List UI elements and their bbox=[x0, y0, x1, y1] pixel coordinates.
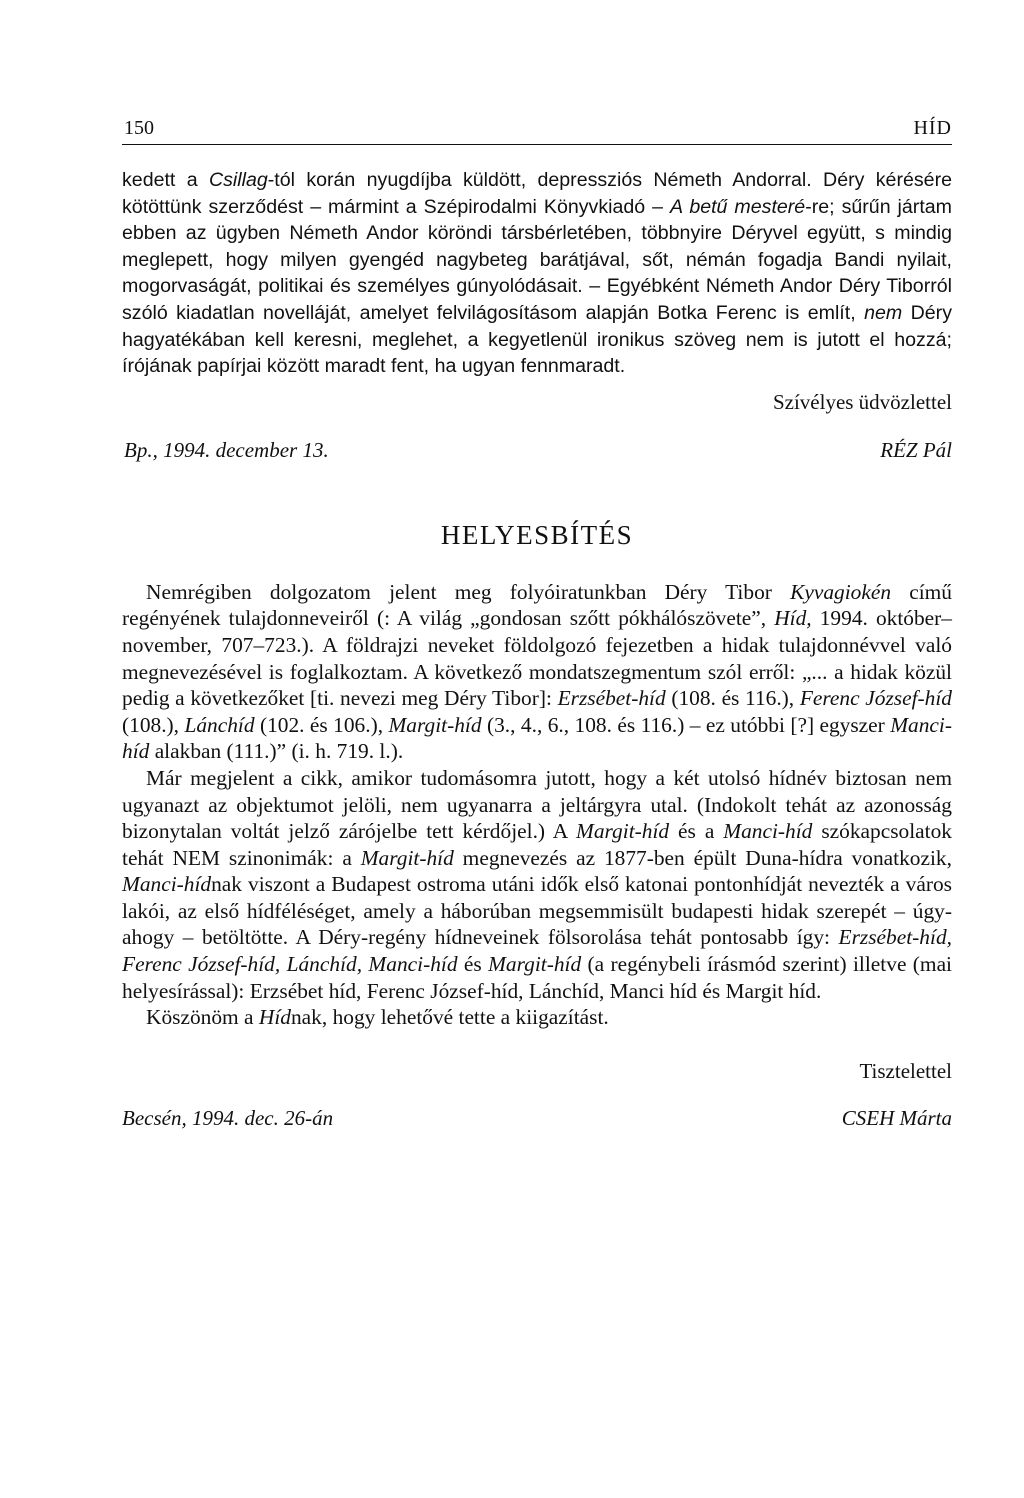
correction-paragraph-2: Már megjelent a cikk, amikor tudomásomra jutott, hogy a két utolsó hídnév biztosan nem ugyanazt az objektumot jelöli, nem ugyanarra a jeltárgyra utal. (Indokolt tehát az azonosság bizonytalan voltát jelző zárójelbe tett kérdőjel.) A Margit-híd és a Manci-híd szókapcsolatok tehát NEM szinonimák: a Margit-híd megnevezés az 1877-ben épült Duna-hídra vonatkozik, Manci-hídnak viszont a Budapest ostroma utáni idők első katonai pontonhídját nevezték a város lakói, az első hídféléséget, amely a háborúban megsemmisült budapesti hidak szerepét – úgy-ahogy – betöltötte. A Déry-regény hídneveinek fölsorolása tehát pontosabb így: Erzsébet-híd, Ferenc József-híd, Lánchíd, Manci-híd és Margit-híd (a regénybeli írásmód szerint) illetve (mai helyesírással): Erzsébet híd, Ferenc József-híd, Lánchíd, Manci híd és Margit híd. bbox=[122, 765, 953, 1003]
section-title: HELYESBÍTÉS bbox=[440, 519, 634, 550]
correction-signature-row bbox=[122, 1106, 952, 1140]
letter-signature: RÉZ Pál bbox=[880, 437, 952, 462]
running-header bbox=[122, 100, 952, 145]
letter-signature-row bbox=[122, 438, 952, 472]
letter-paragraph: kedett a Csillag-tól korán nyugdíjba küldött, depressziós Németh Andorral. Déry kérésére kötöttünk szerződést – mármint a Szépirodalmi Könyvkiadó – A betű mesteré-re; sűrűn jártam ebben az ügyben Németh Andor köröndi társbérletében, többnyire Déryvel együtt, s mindig meglepett, hogy milyen gyengéd nagybeteg barátjával, sőt, némán fogadja Bandi nyilait, mogorvaságát, politikai és személyes gúnyolódásait. – Egyébként Németh Andor Déry Tiborról szóló kiadatlan novelláját, amelyet felvilágosításom alapján Botka Ferenc is említ, nem Déry hagyatékában kell keresni, meglehet, a kegyetlenül ironikus szöveg nem is jutott el hozzá; írójának papírjai között maradt fent, ha ugyan fennmaradt. bbox=[122, 169, 952, 378]
document-page bbox=[122, 100, 952, 1140]
correction-closing: Tisztelettel bbox=[859, 1058, 952, 1083]
correction-body bbox=[122, 579, 952, 1031]
page-number: 150 bbox=[124, 117, 154, 139]
letter-place-date: Bp., 1994. december 13. bbox=[124, 437, 329, 462]
correction-signature: CSEH Márta bbox=[841, 1105, 952, 1130]
letter-body bbox=[122, 167, 952, 380]
letter-closing: Szívélyes üdvözlettel bbox=[772, 389, 952, 414]
correction-place-date: Becsén, 1994. dec. 26-án bbox=[122, 1105, 334, 1130]
correction-paragraph-3: Köszönöm a Hídnak, hogy lehetővé tette a kiigazítást. bbox=[146, 1005, 609, 1030]
journal-title: HÍD bbox=[913, 117, 952, 139]
correction-paragraph-1: Nemrégiben dolgozatom jelent meg folyóiratunkban Déry Tibor Kyvagiokén című regényének tulajdonneveiről (: A világ „gondosan szőtt pókhálószövete”, Híd, 1994. október–november, 707–723.). A földrajzi neveket földolgozó fejezetben a hidak tulajdonnévvel való megnevezésével is foglalkoztam. A következő mondatszegmentum szól erről: „... a hidak közül pedig a következőket [ti. nevezi meg Déry Tibor]: Erzsébet-híd (108. és 116.), Ferenc József-híd (108.), Lánchíd (102. és 106.), Margit-híd (3., 4., 6., 108. és 116.) – ez utóbbi [?] egyszer Manci-híd alakban (111.)” (i. h. 719. l.). bbox=[122, 579, 952, 764]
